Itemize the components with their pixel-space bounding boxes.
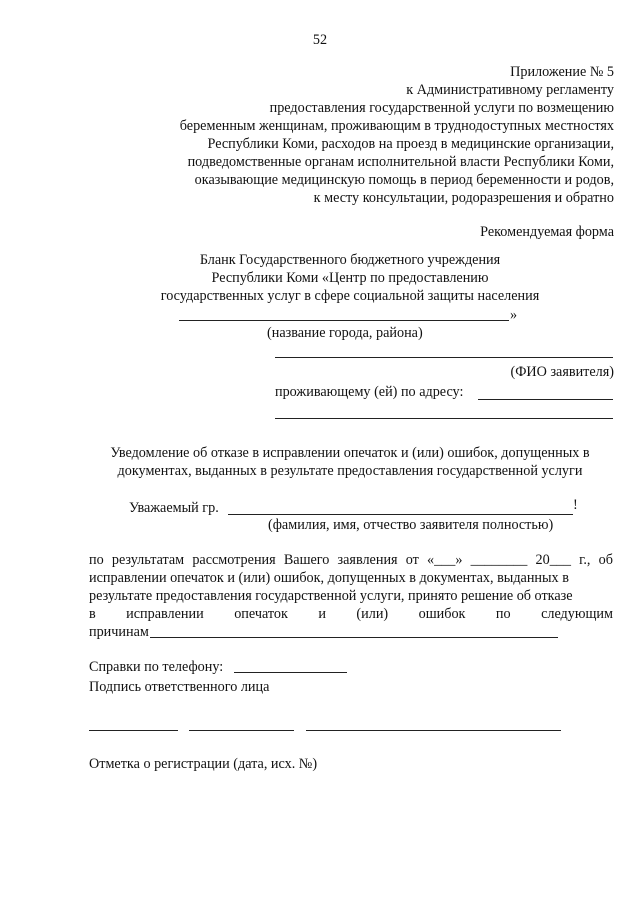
appendix-line: беременным женщинам, проживающим в труднодоступных местностях — [179, 118, 614, 134]
word: г., — [579, 552, 591, 568]
word: исправлении — [126, 606, 204, 622]
letterhead-line: Бланк Государственного бюджетного учреждения — [199, 252, 501, 268]
word: опечаток — [234, 606, 288, 622]
appendix-line: оказывающие медицинскую помощь в период беременности и родов, — [194, 172, 614, 188]
reasons-blank-line — [150, 637, 558, 638]
word: следующим — [541, 606, 613, 622]
appendix-line: предоставления государственной услуги по возмещению — [269, 100, 614, 116]
letterhead-line: государственных услуг в сфере социальной защиты населения — [160, 288, 540, 304]
word: в — [89, 606, 96, 622]
word: об — [598, 552, 613, 568]
word: результатам — [111, 552, 185, 568]
signature-blank-sign — [189, 730, 294, 731]
signature-label: Подпись ответственного лица — [89, 679, 270, 695]
greeting-label: Уважаемый гр. — [129, 500, 219, 516]
appendix-line: подведомственные органам исполнительной власти Республики Коми, — [187, 154, 614, 170]
name-blank-line — [228, 514, 573, 515]
phone-label: Справки по телефону: — [89, 659, 224, 675]
word: заявления — [337, 552, 398, 568]
fio-blank-line — [275, 357, 613, 358]
word: по — [89, 552, 104, 568]
closing-quote: » — [510, 307, 518, 323]
body-line-3: результате предоставления государственной услуги, принято решение об отказе — [89, 588, 573, 604]
appendix-title: Приложение № 5 — [510, 64, 614, 80]
greeting-exclamation: ! — [573, 497, 578, 513]
month-blank: ________ — [470, 552, 528, 568]
fio-caption: (ФИО заявителя) — [510, 364, 614, 380]
notice-title-line: документах, выданных в результате предоставления государственной услуги — [117, 463, 583, 479]
reasons-label: причинам — [89, 624, 149, 640]
city-caption: (название города, района) — [267, 325, 423, 341]
appendix-line: к месту консультации, родоразрешения и обратно — [313, 190, 614, 206]
page-number: 52 — [312, 32, 328, 48]
body-line-2: исправлении опечаток и (или) ошибок, допущенных в документах, выданных в — [89, 570, 569, 586]
address-label: проживающему (ей) по адресу: — [275, 384, 464, 400]
word: Вашего — [283, 552, 330, 568]
city-blank-line — [179, 320, 509, 321]
notice-title-line: Уведомление об отказе в исправлении опечаток и (или) ошибок, допущенных в — [110, 445, 590, 461]
word: от — [405, 552, 419, 568]
appendix-line: Республики Коми, расходов на проезд в медицинские организации, — [207, 136, 614, 152]
phone-blank-line — [234, 672, 347, 673]
address-blank-line-2 — [275, 418, 613, 419]
year-blank: 20___ — [535, 552, 571, 568]
name-caption: (фамилия, имя, отчество заявителя полностью) — [268, 517, 554, 533]
signature-blank-name — [306, 730, 561, 731]
address-blank-line — [478, 399, 613, 400]
appendix-line: к Административному регламенту — [406, 82, 614, 98]
word: и — [318, 606, 326, 622]
signature-blank-position — [89, 730, 178, 731]
word: ошибок — [418, 606, 466, 622]
word: рассмотрения — [192, 552, 276, 568]
letterhead-line: Республики Коми «Центр по предоставлению — [211, 270, 489, 286]
word: по — [495, 606, 511, 622]
recommended-form-label: Рекомендуемая форма — [480, 224, 614, 240]
day-blank: «___» — [426, 552, 463, 568]
registration-label: Отметка о регистрации (дата, исх. №) — [89, 756, 318, 772]
word: (или) — [356, 606, 389, 622]
body-line-1 — [89, 553, 613, 567]
body-line-4 — [89, 607, 613, 621]
